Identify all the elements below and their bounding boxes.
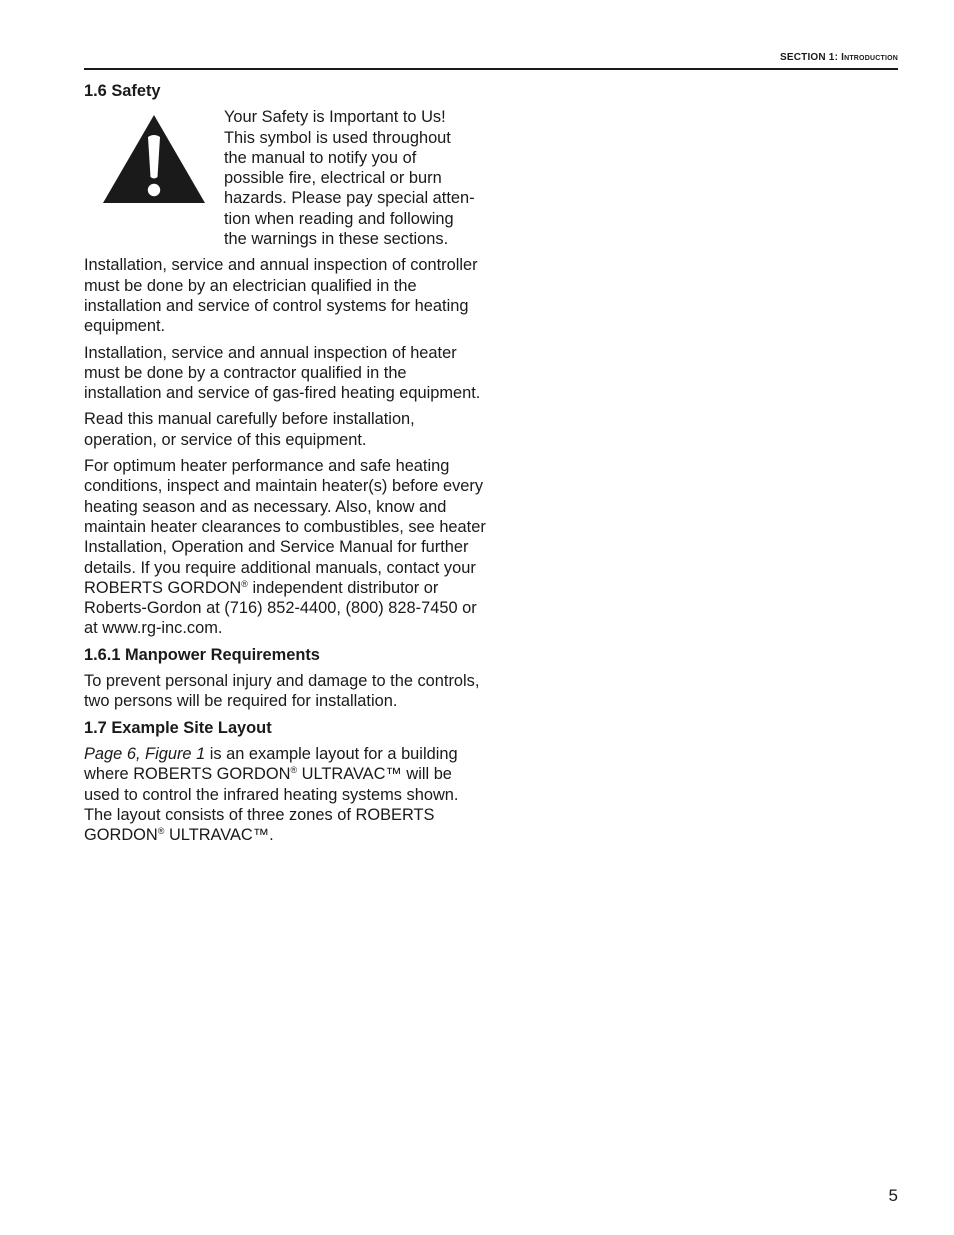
site-layout-heading: 1.7 Example Site Layout [84, 718, 272, 737]
optimum-text-part1: For optimum heater performance and safe heating conditions, inspect and maintain heater(s) before every heating season and as necessary. Also, know and maintain heater clearances to combustibles, see heater Installation, Operation and Service Manual for further details. If you require additional manuals, contact your ROBERTS GORDON [84, 457, 486, 597]
safety-intro-line: hazards. Please pay special atten- [224, 189, 475, 208]
header-rule [84, 68, 898, 70]
site-layout-text-part2: ULTRAVAC™ will be used to control the infrared heating systems shown. The layout consists of three zones of ROBERTS GORDON [84, 765, 459, 845]
registered-mark: ® [290, 765, 298, 776]
safety-notice [84, 107, 488, 249]
manpower-heading: 1.6.1 Manpower Requirements [84, 645, 320, 664]
section-title: Introduction [841, 52, 898, 63]
heater-inspection-paragraph: Installation, service and annual inspection of heater must be done by a contractor qualified in the installation and service of gas-fired heating equipment. [84, 343, 481, 403]
main-column [84, 81, 488, 851]
warning-icon-container [84, 107, 224, 205]
safety-intro [224, 107, 488, 249]
running-header [780, 52, 898, 63]
safety-intro-line: the manual to notify you of [224, 148, 417, 167]
site-layout-paragraph [84, 744, 488, 845]
safety-heading: 1.6 Safety [84, 82, 161, 100]
read-manual-paragraph: Read this manual carefully before installation, operation, or service of this equipment. [84, 410, 415, 449]
registered-mark: ® [241, 578, 248, 589]
page-number: 5 [888, 1186, 898, 1205]
safety-intro-line: Your Safety is Important to Us! [224, 108, 446, 127]
section-label: SECTION 1: [779, 52, 839, 63]
safety-intro-line: This symbol is used throughout [224, 128, 451, 147]
optimum-performance-paragraph [84, 456, 488, 639]
safety-intro-line: possible fire, electrical or burn [224, 169, 442, 188]
safety-intro-line: the warnings in these sections. [224, 230, 449, 249]
site-layout-text-part1: is an example layout for a building where ROBERTS GORDON [84, 744, 458, 784]
site-layout-text-part3: ULTRAVAC™. [164, 826, 274, 845]
warning-triangle-icon [102, 113, 206, 205]
registered-mark: ® [157, 826, 165, 837]
figure-reference: Page 6, Figure 1 [84, 744, 206, 763]
optimum-text-part2: independent distributor or Roberts-Gordon at (716) 852-4400, (800) 828-7450 or at www.rg-inc.com. [84, 578, 477, 638]
controller-inspection-paragraph: Installation, service and annual inspection of controller must be done by an electrician qualified in the installation and service of control systems for heating equipment. [84, 256, 478, 336]
manpower-paragraph: To prevent personal injury and damage to the controls, two persons will be required for installation. [84, 672, 480, 711]
safety-intro-line: tion when reading and following [224, 209, 454, 228]
